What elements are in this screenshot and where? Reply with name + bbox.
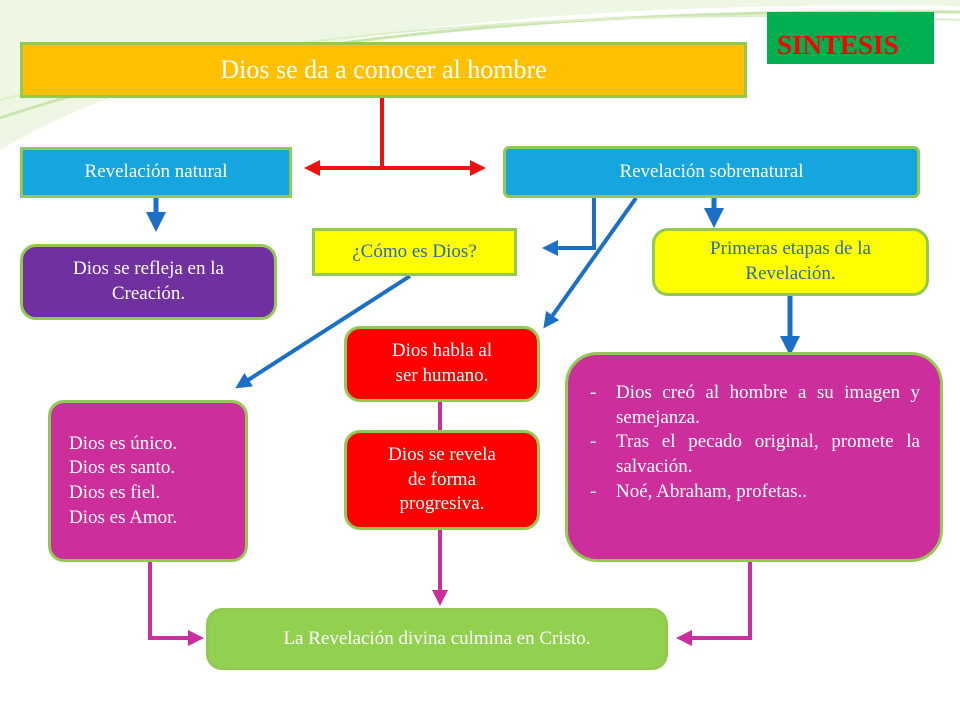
reflect-line-2: Creación. [111,283,186,304]
sintesis-badge [767,12,934,64]
conclusion-box [206,608,668,670]
early-stages-line-2: Revelación. [745,263,836,284]
question-label: ¿Cómo es Dios? [352,240,477,262]
stage-item-1: - Dios creó al hombre a su imagen y semejanza. [584,381,920,430]
conclusion-label: La Revelación divina culmina en Cristo. [283,627,591,649]
root-box [20,42,747,98]
arrow-attributes-to-conclusion [150,562,196,638]
supernatural-revelation-box [503,146,920,198]
attribute-love: Dios es Amor. [69,506,178,528]
natural-revelation-box [20,147,292,198]
stage-item-2: - Tras el pecado original, promete la salvación. [584,430,920,479]
root-label: Dios se da a conocer al hombre [220,55,547,85]
progressive-line-3: progresiva. [399,493,485,515]
speaks-line-1: Dios habla al [391,340,493,362]
supernatural-revelation-label: Revelación sobrenatural [619,160,804,182]
attribute-unique: Dios es único. [69,432,178,454]
reflect-line-1: Dios se refleja en la [73,258,224,280]
question-box [312,228,517,276]
sintesis-label: SINTESIS [777,30,899,60]
stages-list [584,381,920,504]
stages-box [565,352,943,562]
natural-revelation-label: Revelación natural [84,161,228,183]
arrow-stages-to-conclusion [684,562,750,638]
attributes-box [48,400,248,562]
speaks-box [344,326,540,402]
progressive-line-2: de forma [407,468,477,490]
attribute-faithful: Dios es fiel. [69,482,161,503]
early-stages-box [652,228,929,296]
progressive-box [344,430,540,530]
progressive-line-1: Dios se revela [388,443,496,465]
speaks-line-2: ser humano. [395,365,489,386]
early-stages-line-1: Primeras etapas de la [710,238,871,260]
arrow-supernatural-to-question [550,198,594,248]
stage-item-3: - Noé, Abraham, profetas.. [584,480,920,505]
reflect-box [20,244,277,320]
attribute-holy: Dios es santo. [69,457,176,479]
